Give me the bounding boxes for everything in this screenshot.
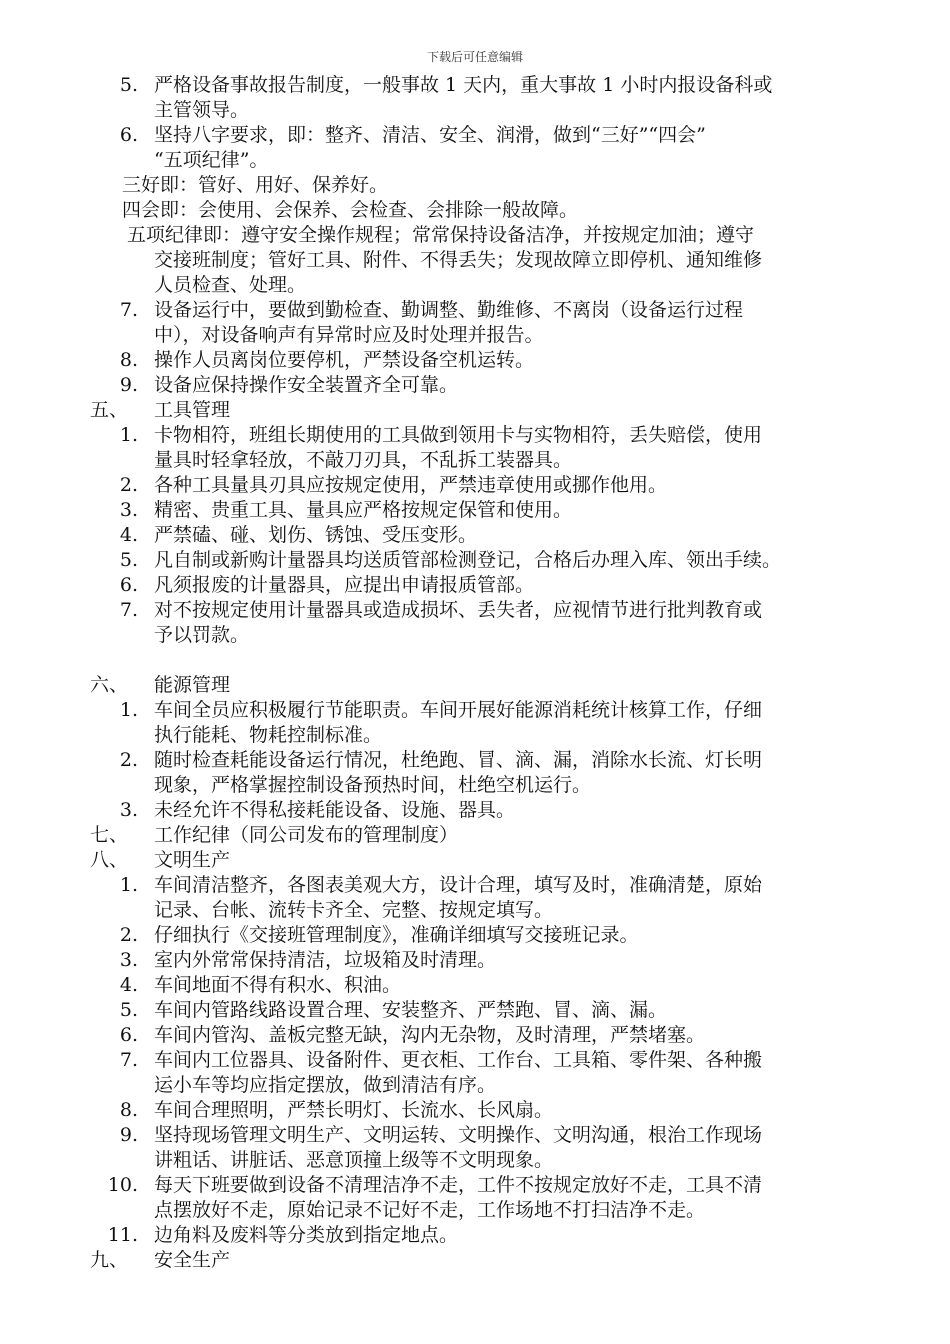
item-text: “五项纪律”。 (154, 149, 269, 171)
item-text: 讲粗话、讲脏话、恶意顶撞上级等不文明现象。 (154, 1149, 554, 1171)
list-item-continuation (0, 98, 950, 123)
item-number: 5. (119, 549, 138, 571)
list-item (0, 73, 950, 98)
list-item (0, 873, 950, 898)
item-text: 予以罚款。 (154, 624, 250, 646)
list-item (0, 498, 950, 523)
item-number: 8. (119, 1099, 138, 1121)
item-number: 8. (119, 349, 138, 371)
list-item (0, 698, 950, 723)
list-item (0, 798, 950, 823)
item-number: 2. (119, 924, 138, 946)
item-number: 2. (119, 749, 138, 771)
item-text: 中），对设备响声有异常时应及时处理并报告。 (154, 324, 544, 346)
item-number: 9. (119, 1124, 138, 1146)
document-body (0, 73, 950, 1273)
item-text: 坚持八字要求，即：整齐、清洁、安全、润滑，做到“三好”“四会” (154, 124, 706, 146)
item-text: 记录、台帐、流转卡齐全、完整、按规定填写。 (154, 899, 554, 921)
section-number: 五、 (90, 399, 129, 421)
section-title: 工具管理 (154, 399, 231, 421)
item-text: 精密、贵重工具、量具应严格按规定保管和使用。 (154, 499, 573, 521)
item-number: 2. (119, 474, 138, 496)
item-text: 未经允许不得私接耗能设备、设施、器具。 (154, 799, 516, 821)
item-text: 车间内工位器具、设备附件、更衣柜、工作台、工具箱、零件架、各种搬 (154, 1049, 763, 1071)
item-number: 6. (119, 124, 138, 146)
section-heading (0, 823, 950, 848)
section-number: 九、 (90, 1249, 129, 1271)
item-number: 9. (119, 374, 138, 396)
paragraph-continuation (0, 273, 950, 298)
list-item-continuation (0, 1198, 950, 1223)
item-number: 10. (107, 1174, 138, 1196)
list-item (0, 973, 950, 998)
item-number: 3. (119, 499, 138, 521)
list-item (0, 348, 950, 373)
sanhao-text: 三好即：管好、用好、保养好。 (122, 174, 389, 196)
list-item-continuation (0, 148, 950, 173)
item-number: 1. (119, 874, 138, 896)
item-text: 随时检查耗能设备运行情况，杜绝跑、冒、滴、漏，消除水长流、灯长明 (154, 749, 763, 771)
list-item (0, 1048, 950, 1073)
item-number: 7. (119, 299, 138, 321)
section-heading (0, 848, 950, 873)
item-text: 点摆放好不走，原始记录不记好不走，工作场地不打扫洁净不走。 (154, 1199, 706, 1221)
item-text: 主管领导。 (154, 99, 250, 121)
list-item (0, 1023, 950, 1048)
wuxiang-text: 人员检查、处理。 (154, 274, 307, 296)
item-text: 严格设备事故报告制度，一般事故 1 天内，重大事故 1 小时内报设备科或 (154, 74, 773, 96)
list-item (0, 423, 950, 448)
item-text: 设备应保持操作安全装置齐全可靠。 (154, 374, 459, 396)
list-item (0, 298, 950, 323)
list-item-continuation (0, 448, 950, 473)
list-item (0, 923, 950, 948)
item-text: 卡物相符，班组长期使用的工具做到领用卡与实物相符，丢失赔偿，使用 (154, 424, 763, 446)
item-text: 现象，严格掌握控制设备预热时间，杜绝空机运行。 (154, 774, 592, 796)
wuxiang-text: 五项纪律即：遵守安全操作规程；常常保持设备洁净，并按规定加油；遵守 (127, 224, 755, 246)
item-text: 运小车等均应指定摆放，做到清洁有序。 (154, 1074, 497, 1096)
paragraph (0, 198, 950, 223)
item-number: 3. (119, 799, 138, 821)
item-text: 操作人员离岗位要停机，严禁设备空机运转。 (154, 349, 535, 371)
item-number: 1. (119, 424, 138, 446)
wuxiang-text: 交接班制度；管好工具、附件、不得丢失；发现故障立即停机、通知维修 (154, 249, 763, 271)
list-item-continuation (0, 1073, 950, 1098)
item-text: 车间合理照明，严禁长明灯、长流水、长风扇。 (154, 1099, 554, 1121)
list-item-continuation (0, 723, 950, 748)
list-item (0, 123, 950, 148)
section-number: 七、 (90, 824, 129, 846)
item-text: 车间内管沟、盖板完整无缺，沟内无杂物，及时清理，严禁堵塞。 (154, 1024, 706, 1046)
item-text: 车间内管路线路设置合理、安装整齐、严禁跑、冒、滴、漏。 (154, 999, 668, 1021)
blank-line (0, 648, 950, 673)
item-text: 室内外常常保持清洁，垃圾箱及时清理。 (154, 949, 497, 971)
list-item-continuation (0, 323, 950, 348)
item-number: 5. (119, 74, 138, 96)
item-text: 仔细执行《交接班管理制度》，准确详细填写交接班记录。 (154, 924, 639, 946)
page-header: 下载后可任意编辑 (426, 50, 523, 64)
list-item (0, 573, 950, 598)
section-number: 八、 (90, 849, 129, 871)
item-number: 6. (119, 574, 138, 596)
item-text: 严禁磕、碰、划伤、锈蚀、受压变形。 (154, 524, 478, 546)
section-title: 工作纪律（同公司发布的管理制度） (154, 824, 459, 846)
section-heading (0, 398, 950, 423)
list-item-continuation (0, 773, 950, 798)
list-item (0, 373, 950, 398)
list-item (0, 548, 950, 573)
list-item (0, 523, 950, 548)
item-text: 边角料及废料等分类放到指定地点。 (154, 1224, 459, 1246)
list-item (0, 748, 950, 773)
paragraph (0, 173, 950, 198)
section-title: 能源管理 (154, 674, 231, 696)
list-item (0, 948, 950, 973)
item-text: 车间地面不得有积水、积油。 (154, 974, 402, 996)
list-item-continuation (0, 898, 950, 923)
section-title: 文明生产 (154, 849, 231, 871)
item-text: 凡自制或新购计量器具均送质管部检测登记，合格后办理入库、领出手续。 (154, 549, 782, 571)
item-number: 6. (119, 1024, 138, 1046)
section-number: 六、 (90, 674, 129, 696)
section-title: 安全生产 (154, 1249, 231, 1271)
item-number: 4. (119, 974, 138, 996)
item-text: 坚持现场管理文明生产、文明运转、文明操作、文明沟通，根治工作现场 (154, 1124, 763, 1146)
paragraph (0, 223, 950, 248)
list-item-continuation (0, 1148, 950, 1173)
sihui-text: 四会即：会使用、会保养、会检查、会排除一般故障。 (122, 199, 579, 221)
item-text: 对不按规定使用计量器具或造成损坏、丢失者，应视情节进行批判教育或 (154, 599, 763, 621)
item-number: 11. (107, 1224, 138, 1246)
list-item (0, 1173, 950, 1198)
item-text: 量具时轻拿轻放，不敲刀刃具，不乱拆工装器具。 (154, 449, 573, 471)
paragraph-continuation (0, 248, 950, 273)
list-item (0, 598, 950, 623)
item-number: 1. (119, 699, 138, 721)
item-text: 车间清洁整齐，各图表美观大方，设计合理，填写及时，准确清楚，原始 (154, 874, 763, 896)
list-item (0, 473, 950, 498)
item-number: 7. (119, 599, 138, 621)
item-number: 4. (119, 524, 138, 546)
item-text: 凡须报废的计量器具，应提出申请报质管部。 (154, 574, 535, 596)
list-item-continuation (0, 623, 950, 648)
list-item (0, 1098, 950, 1123)
section-heading (0, 673, 950, 698)
list-item (0, 1123, 950, 1148)
list-item (0, 1223, 950, 1248)
list-item (0, 998, 950, 1023)
item-number: 5. (119, 999, 138, 1021)
item-text: 每天下班要做到设备不清理洁净不走，工件不按规定放好不走，工具不清 (154, 1174, 763, 1196)
item-number: 3. (119, 949, 138, 971)
item-text: 设备运行中，要做到勤检查、勤调整、勤维修、不离岗（设备运行过程 (154, 299, 744, 321)
item-number: 7. (119, 1049, 138, 1071)
item-text: 车间全员应积极履行节能职责。车间开展好能源消耗统计核算工作，仔细 (154, 699, 763, 721)
item-text: 各种工具量具刃具应按规定使用，严禁违章使用或挪作他用。 (154, 474, 668, 496)
section-heading (0, 1248, 950, 1273)
item-text: 执行能耗、物耗控制标准。 (154, 724, 383, 746)
